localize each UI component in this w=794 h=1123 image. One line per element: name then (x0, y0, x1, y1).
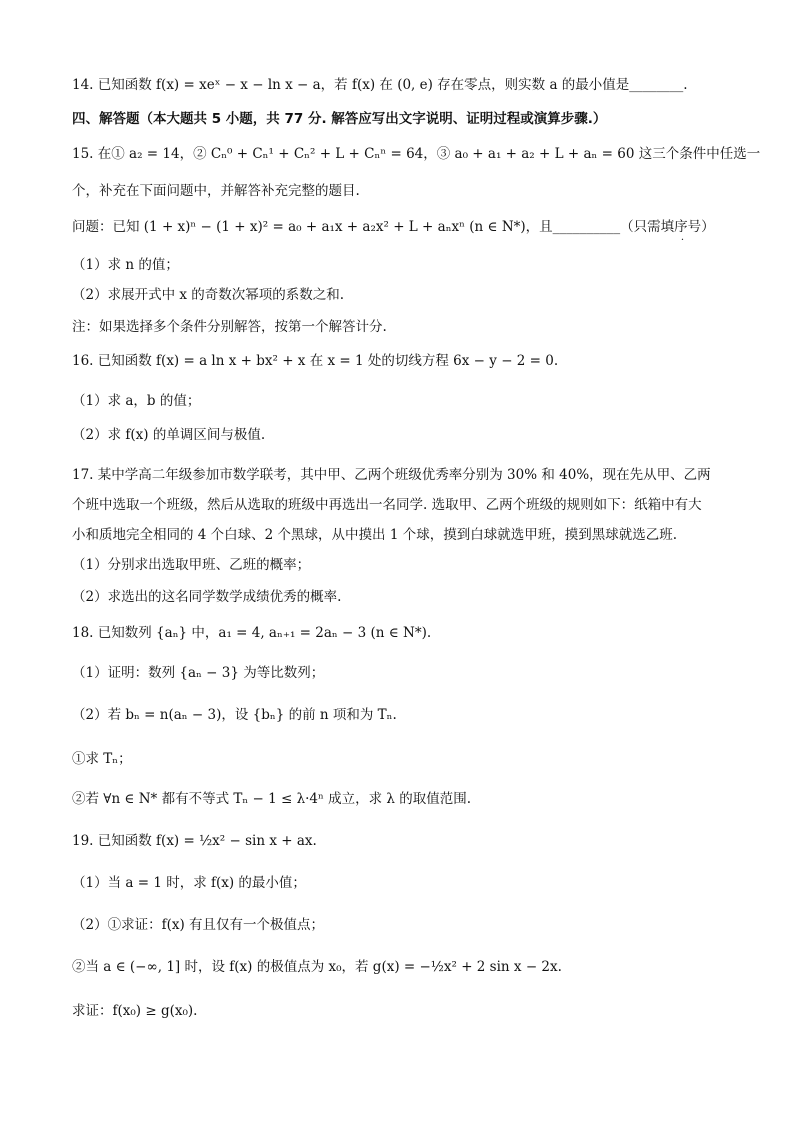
trailing-mark: . (680, 232, 684, 243)
question-17-part-1: （1）分别求出选取甲班、乙班的概率； (72, 557, 311, 573)
question-15-problem: 问题：已知 (1 + x)ⁿ − (1 + x)² = a₀ + a₁x + a₂x² + L + aₙxⁿ (n ∈ N*)，且__________（只需填序号） (72, 219, 715, 235)
question-17-line-2: 个班中选取一个班级，然后从选取的班级中再选出一名同学. 选取甲、乙两个班级的规则如下：纸箱中有大 (72, 497, 702, 513)
question-19-part-2-i: （2）①求证：f(x) 有且仅有一个极值点； (72, 917, 325, 933)
question-18-part-2-i: ①求 Tₙ； (72, 751, 132, 767)
question-18: 18. 已知数列 {aₙ} 中，a₁ = 4, aₙ₊₁ = 2aₙ − 3 (n ∈ N*). (72, 625, 432, 641)
question-16-part-1: （1）求 a，b 的值； (72, 393, 201, 409)
question-14: 14. 已知函数 f(x) = xeˣ − x − ln x − a，若 f(x) 在 (0, e) 存在零点，则实数 a 的最小值是________. (72, 77, 688, 93)
question-17-line-1: 17. 某中学高二年级参加市数学联考，其中甲、乙两个班级优秀率分别为 30% 和 40%，现在先从甲、乙两 (72, 467, 711, 483)
question-17-part-2: （2）求选出的这名同学数学成绩优秀的概率. (72, 589, 342, 605)
question-15-part-1: （1）求 n 的值； (72, 257, 179, 273)
question-16: 16. 已知函数 f(x) = a ln x + bx² + x 在 x = 1 处的切线方程 6x − y − 2 = 0. (72, 353, 559, 369)
question-15-line-1: 15. 在① a₂ = 14，② Cₙ⁰ + Cₙ¹ + Cₙ² + L + Cₙⁿ = 64，③ a₀ + a₁ + a₂ + L + aₙ = 60 这三个条件中任选一 (72, 146, 761, 162)
question-19: 19. 已知函数 f(x) = ½x² − sin x + ax. (72, 833, 317, 849)
section-heading-answers: 四、解答题（本大题共 5 小题，共 77 分. 解答应写出文字说明、证明过程或演算步骤.） (72, 111, 607, 127)
question-15-line-2: 个，补充在下面问题中，并解答补充完整的题目. (72, 183, 360, 199)
question-19-proof-statement: 求证：f(x₀) ≥ g(x₀). (72, 1003, 198, 1019)
question-16-part-2: （2）求 f(x) 的单调区间与极值. (72, 427, 266, 443)
question-18-part-2-ii: ②若 ∀n ∈ N* 都有不等式 Tₙ − 1 ≤ λ·4ⁿ 成立，求 λ 的取值范围. (72, 791, 472, 807)
question-17-line-3: 小和质地完全相同的 4 个白球、2 个黑球，从中摸出 1 个球，摸到白球就选甲班，摸到黑球就选乙班. (72, 527, 678, 543)
question-15-part-2: （2）求展开式中 x 的奇数次幂项的系数之和. (72, 287, 345, 303)
question-18-part-2: （2）若 bₙ = n(aₙ − 3)，设 {bₙ} 的前 n 项和为 Tₙ. (72, 707, 397, 723)
question-19-part-1: （1）当 a = 1 时，求 f(x) 的最小值； (72, 875, 306, 891)
question-15-note: 注：如果选择多个条件分别解答，按第一个解答计分. (72, 319, 387, 335)
question-18-part-1: （1）证明：数列 {aₙ − 3} 为等比数列； (72, 665, 325, 681)
question-19-part-2-ii: ②当 a ∈ (−∞, 1] 时，设 f(x) 的极值点为 x₀，若 g(x) = −½x² + 2 sin x − 2x. (72, 959, 562, 975)
